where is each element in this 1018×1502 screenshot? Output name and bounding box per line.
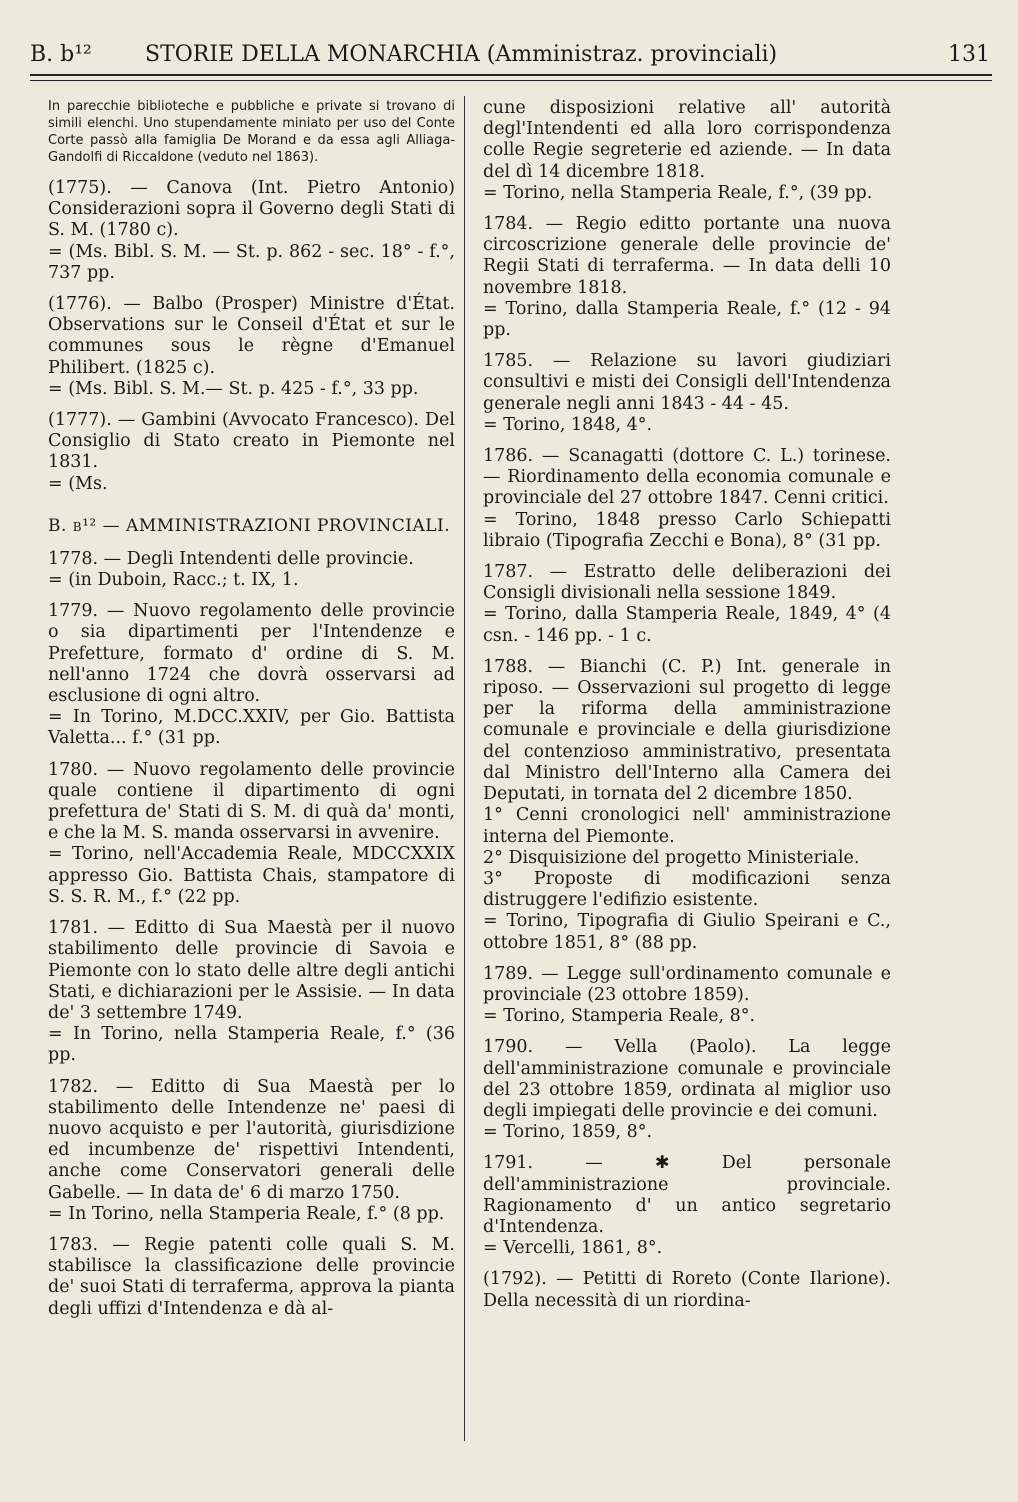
running-title: STORIE DELLA MONARCHIA (Amministraz. provinciali) — [145, 42, 778, 67]
entry-text: (1777). — Gambini (Avvocato Francesco). Del Consiglio di Stato creato in Piemonte nel 1831. — [48, 410, 455, 473]
entry-publication: = (in Duboin, Racc.; t. IX, 1. — [48, 570, 299, 591]
entry-text: (1792). — Petitti di Roreto (Conte Ilarione). Della necessità di un riordina- — [483, 1269, 891, 1311]
entry-text: 1780. — Nuovo regolamento delle provincie quale contiene il dipartimento di ogni prefettura de' Stati di S. M. di quà da' monti, e che la M. S. manda osservarsi in avvenire. — [48, 759, 455, 844]
entry-1780 — [48, 760, 455, 908]
entry-publication: = Torino, nella Stamperia Reale, f.°, (39 pp. — [483, 182, 873, 203]
entry-text: 1781. — Editto di Sua Maestà per il nuovo stabilimento delle provincie di Savoia e Piemonte con lo stato delle altre degli antichi Stati, e dichiarazioni per le Assisie. — In data de' 3 settembre 1749. — [48, 918, 455, 1023]
entry-text: 1779. — Nuovo regolamento delle provincie o sia dipartimenti per l'Intendenze e Prefetture, formato d' ordine di S. M. nell'anno 1724 che dovrà osservarsi ad esclusione di ogni altro. — [48, 601, 455, 707]
right-column — [483, 98, 891, 1322]
entry-1782 — [48, 1077, 455, 1225]
entry-1783-continued — [483, 98, 891, 204]
entry-text: 1786. — Scanagatti (dottore C. L.) torinese. — Riordinamento della economia comunale e provinciale del 27 ottobre 1847. Cenni critici. — [483, 446, 891, 509]
entry-publication: = Torino, dalla Stamperia Reale, f.° (12 - 94 pp. — [483, 298, 891, 341]
entry-publication: = In Torino, nella Stamperia Reale, f.° (36 pp. — [48, 1024, 455, 1066]
entry-1784 — [483, 214, 891, 341]
left-column — [48, 98, 455, 1330]
entry-text: 1783. — Regie patenti colle quali S. M. stabilisce la classificazione delle provincie de' suoi Stati di terraferma, approva la pianta degli uffizi d'Intendenza e dà al- — [48, 1234, 455, 1319]
header-rule-thick — [30, 74, 992, 76]
entry-publication: = Torino, Tipografia di Giulio Speirani e C., ottobre 1851, 8° (88 pp. — [483, 911, 891, 953]
entry-1779 — [48, 601, 455, 749]
entry-text: (1775). — Canova (Int. Pietro Antonio) Considerazioni sopra il Governo degli Stati di S. M. (1780 c). — [48, 178, 455, 241]
entry-1778 — [48, 549, 455, 591]
column-divider — [464, 96, 465, 1441]
entry-publication: = Torino, 1848, 4°. — [483, 414, 653, 435]
entry-1788 — [483, 657, 891, 954]
entry-publication: = Torino, Stamperia Reale, 8°. — [483, 1006, 756, 1027]
entry-publication: = Torino, 1848 presso Carlo Schiepatti libraio (Tipografia Zecchi e Bona), 8° (31 pp. — [483, 509, 891, 551]
entry-publication: = (Ms. Bibl. S. M.— St. p. 425 - f.°, 33 pp. — [48, 378, 419, 399]
entry-publication: = (Ms. Bibl. S. M. — St. p. 862 - sec. 18° - f.°, 737 pp. — [48, 241, 455, 283]
entry-1781 — [48, 918, 455, 1066]
entry-publication: = Torino, nell'Accademia Reale, MDCCXXIX appresso Gio. Battista Chais, stampatore di S. S. R. M., f.° (22 pp. — [48, 844, 455, 907]
page-header — [30, 42, 990, 78]
entry-text: 1785. — Relazione su lavori giudiziari consultivi e misti dei Consigli dell'Intendenza generale negli anni 1843 - 44 - 45. — [483, 351, 891, 414]
page-number: 131 — [948, 42, 990, 67]
entry-text: (1776). — Balbo (Prosper) Ministre d'État. Observations sur le Conseil d'État et sur le communes sous le règne d'Emanuel Philibert. (1825 c). — [48, 294, 455, 378]
entry-1777 — [48, 410, 455, 495]
entry-text: 1784. — Regio editto portante una nuova circoscrizione generale delle provincie de' Regii Stati di terraferma. — In data delli 10 novembre 1818. — [483, 214, 891, 298]
entry-1786 — [483, 446, 891, 552]
entry-1792 — [483, 1269, 891, 1311]
entry-1775 — [48, 178, 455, 284]
entry-publication: = (Ms. — [48, 473, 108, 494]
entry-1791 — [483, 1153, 891, 1259]
entry-text: 1791. — ✱ Del personale dell'amministrazione provinciale. Ragionamento d' un antico segretario d'Intendenza. — [483, 1153, 891, 1237]
entry-1783 — [48, 1235, 455, 1320]
entry-publication: = In Torino, nella Stamperia Reale, f.° (8 pp. — [48, 1203, 445, 1224]
entry-1789 — [483, 964, 891, 1028]
section-title: B. b¹² — AMMINISTRAZIONI PROVINCIALI. — [48, 515, 451, 536]
entry-text: 1790. — Vella (Paolo). La legge dell'amministrazione comunale e provinciale del 23 ottobre 1859, ordinata al miglior uso degli impiegati delle provincie e dei comuni. — [483, 1037, 891, 1121]
entry-text: cune disposizioni relative all' autorità degl'Intendenti ed alla loro corrispondenza colle Regie segreterie ed aziende. — In data del dì 14 dicembre 1818. — [483, 98, 891, 182]
section-mark: B. b¹² — [30, 42, 92, 67]
library-note: In parecchie biblioteche e pubbliche e private si trovano di simili elenchi. Uno stupendamente miniato per uso del Conte Corte passò alla famiglia De Morand e da essa agli Alliaga-Gandolfi di Riccaldone (veduto nel 1863). — [48, 99, 455, 165]
entry-text: 1789. — Legge sull'ordinamento comunale e provinciale (23 ottobre 1859). — [483, 963, 891, 1005]
entry-1785 — [483, 351, 891, 436]
entry-text: 1787. — Estratto delle deliberazioni dei Consigli divisionali nella sessione 1849. — [483, 562, 891, 604]
entry-1776 — [48, 294, 455, 400]
entry-subpoint: 1° Cenni cronologici nell' amministrazione interna del Piemonte. — [483, 805, 891, 847]
entry-text: 1788. — Bianchi (C. P.) Int. generale in riposo. — Osservazioni sul progetto di legge per la riforma della amministrazione comunale e provinciale e della giurisdizione del contenzioso amministrativo, presentata dal Ministro dell'Interno alla Camera dei Deputati, in tornata del 2 dicembre 1850. — [483, 656, 891, 805]
entry-publication: = Vercelli, 1861, 8°. — [483, 1238, 663, 1259]
entry-subpoint: 3° Proposte di modificazioni senza distruggere l'edifizio esistente. — [483, 868, 891, 911]
entry-publication: = Torino, 1859, 8°. — [483, 1122, 653, 1143]
entry-1790 — [483, 1037, 891, 1143]
entry-publication: = Torino, dalla Stamperia Reale, 1849, 4° (4 csn. - 146 pp. - 1 c. — [483, 604, 891, 646]
entry-text: 1778. — Degli Intendenti delle provincie. — [48, 548, 414, 569]
entry-publication: = In Torino, M.DCC.XXIV, per Gio. Battista Valetta... f.° (31 pp. — [48, 707, 455, 749]
entry-subpoint: 2° Disquisizione del progetto Ministeriale. — [483, 847, 860, 868]
entry-text: 1782. — Editto di Sua Maestà per lo stabilimento delle Intendenze ne' paesi di nuovo acquisto e per l'autorità, giurisdizione ed incumbenze de' rispettivi Intendenti, anche come Conservatori generali delle Gabelle. — In data de' 6 di marzo 1750. — [48, 1076, 455, 1203]
header-rule-thin — [30, 80, 992, 81]
entry-1787 — [483, 562, 891, 647]
